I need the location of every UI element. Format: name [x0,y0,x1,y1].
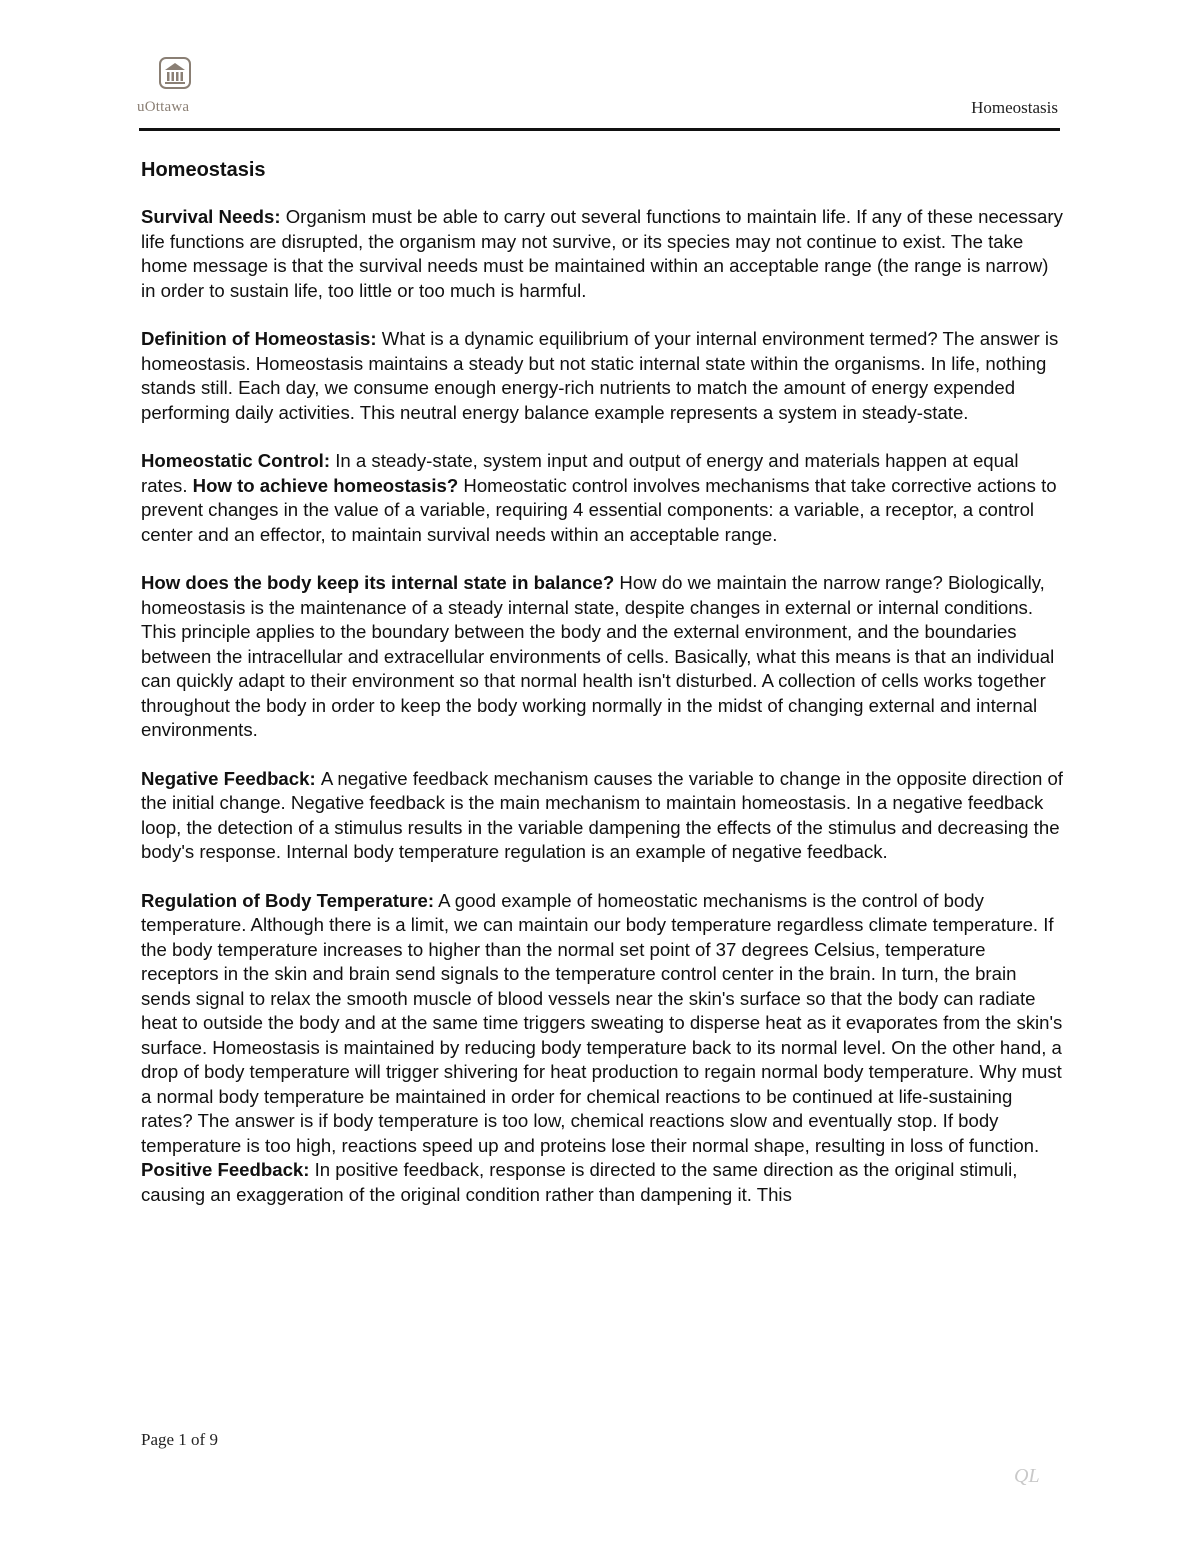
paragraph-body-temperature [141,889,1066,1159]
paragraph-text: In a steady-state, system input and output of energy and materials happen at equal rates. [141,450,1019,496]
paragraph-label: Regulation of Body Temperature: [141,889,435,911]
paragraph-definition [141,327,1066,425]
uottawa-logo [135,57,215,119]
paragraph-internal-balance [141,571,1066,743]
document-body [141,156,1066,1207]
svg-text:QL: QL [1014,1465,1040,1487]
paragraph-text: Homeostatic control involves mechanisms that take corrective actions to prevent changes in the value of a variable, requiring 4 essential components: a variable, a receptor, a control center and an effector, to maintain survival needs within an acceptable range. [141,474,1057,545]
page-number: Page 1 of 9 [141,1430,218,1449]
paragraph-negative-feedback: Negative Feedback: A negative feedback mechanism causes the variable to change in the opposite direction of the initial change. Negative feedback is the main mechanism to maintain homeostasis. In a negative feedback loop, the detection of a stimulus results in the variable dampening the effects of the stimulus and decreasing the body's response. Internal body temperature regulation is an example of negative feedback. [141,767,1063,862]
paragraph-homeostatic-control [141,449,1066,547]
paragraph-label: Homeostatic Control: [141,450,331,471]
university-building-icon [159,57,191,89]
paragraph-text: Organism must be able to carry out several functions to maintain life. If any of these necessary life functions are disrupted, the organism may not survive, or its species may not continue to exist. The take home message is that the survival needs must be maintained within an acceptable range (the range is narrow) in order to sustain life, too little or too much is harmful. [141,206,1063,301]
logo-wordmark: uOttawa [137,99,190,115]
watermark-badge-icon [1012,1462,1048,1488]
paragraph-label: Negative Feedback [141,767,310,789]
document-title: Homeostasis [141,159,266,181]
paragraph-label: How does the body keep its internal state in balance? [141,572,615,593]
paragraph-text: How do we maintain the narrow range? Biologically, homeostasis is the maintenance of a steady internal state, despite changes in external or internal conditions. This principle applies to the boundary between the body and the external environment, and the boundaries between the intracellular and extracellular environments of cells. Basically, what this means is that an individual can quickly adapt to their environment so that normal health isn't disturbed. A collection of cells works together throughout the body in order to keep the body working normally in the midst of changing external and internal environments. [141,572,1055,740]
header-divider [139,128,1060,131]
paragraph-positive-feedback: Positive Feedback: In positive feedback, response is directed to the same direction as the original stimuli, causing an exaggeration of the original condition rather than dampening it. This [141,1159,1018,1205]
paragraph-label: Survival Needs [141,206,275,227]
paragraph-text: In positive feedback, response is directed to the same direction as the original stimuli, causing an exaggeration of the original condition rather than dampening it. This [141,1159,1018,1205]
running-header-title: Homeostasis [971,98,1058,117]
paragraph-text: A negative feedback mechanism causes the variable to change in the opposite direction of the initial change. Negative feedback is the main mechanism to maintain homeostasis. In a negative feedback loop, the detection of a stimulus results in the variable dampening the effects of the stimulus and decreasing the body's response. Internal body temperature regulation is an example of negative feedback. [141,767,1063,862]
paragraph-text: What is a dynamic equilibrium of your internal environment termed? The answer is homeostasis. Homeostasis maintains a steady but not static internal state within the organisms. In life, nothing stands still. Each day, we consume enough energy-rich nutrients to match the amount of energy expended performing daily activities. This neutral energy balance example represents a system in steady-state. [141,328,1059,423]
paragraph-text: A good example of homeostatic mechanisms is the control of body temperature. Although there is a limit, we can maintain our body temperature regardless climate temperature. If the body temperature increases to higher than the normal set point of 37 degrees Celsius, temperature receptors in the skin and brain send signals to the temperature control center in the brain. In turn, the brain sends signal to relax the smooth muscle of blood vessels near the skin's surface so that the body can radiate heat to outside the body and at the same time triggers sweating to disperse heat as it evaporates from the skin's surface. Homeostasis is maintained by reducing body temperature back to its normal level. On the other hand, a drop of body temperature will trigger shivering for heat production to regain normal body temperature. Why must a normal body temperature be maintained in order for chemical reactions to be continued at life-sustaining rates? The answer is if body temperature is too low, chemical reactions slow and eventually stop. If body temperature is too high, reactions speed up and proteins lose their normal shape, resulting in loss of function. [141,889,1063,1156]
inline-question: How to achieve homeostasis? [192,474,459,496]
paragraph-survival-needs: Survival Needs: Organism must be able to carry out several functions to maintain life. If any of these necessary life functions are disrupted, the organism may not survive, or its species may not continue to exist. The take home message is that the survival needs must be maintained within an acceptable range (the range is narrow) in order to sustain life, too little or too much is harmful. [141,206,1063,301]
paragraph-label: Definition of Homeostasis: [141,328,377,349]
paragraph-label: Positive Feedback [141,1159,304,1180]
